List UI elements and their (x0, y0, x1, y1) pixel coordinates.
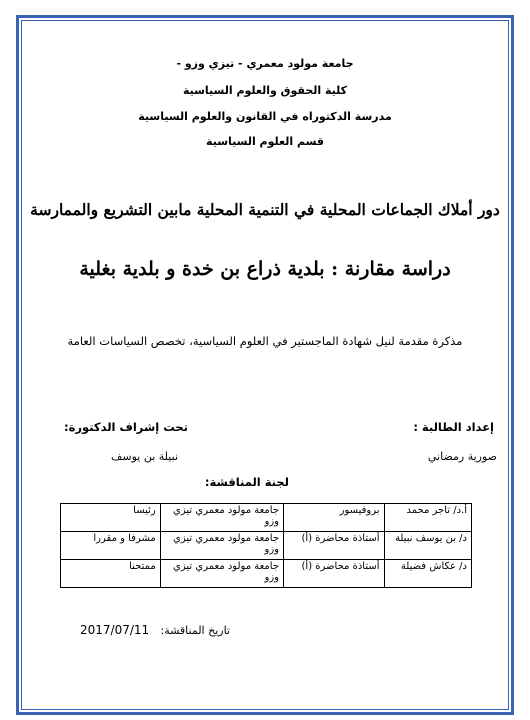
member-role: رئيسا (61, 504, 161, 532)
university-name: جامعة مولود معمري - تيزي وزو - (176, 57, 354, 70)
member-name: د/ عكاش فضيلة (384, 560, 472, 588)
thesis-title-line1: دور أملاك الجماعات المحلية في التنمية المحلية مابين التشريع والممارسة (30, 200, 500, 219)
member-rank: أستاذة محاضرة (أ) (284, 560, 385, 588)
member-university: جامعة مولود معمري تيزي وزو (160, 504, 283, 532)
member-role: ممتحنا (61, 560, 161, 588)
committee-title: لجنة المناقشة: (204, 475, 289, 489)
student-label: إعداد الطالبة : (413, 420, 494, 434)
table-row (61, 504, 472, 532)
member-university: جامعة مولود معمري تيزي وزو (160, 560, 283, 588)
member-rank: بروفيسور (284, 504, 385, 532)
member-rank: أستاذة محاضرة (أ) (284, 532, 385, 560)
member-university: جامعة مولود معمري تيزي وزو (160, 532, 283, 560)
table-row (61, 560, 472, 588)
institution-header (30, 40, 500, 149)
department-name: قسم العلوم السياسية (206, 135, 324, 148)
supervisor-label: تحت إشراف الدكتورة: (64, 420, 188, 434)
thesis-description: مذكرة مقدمة لنيل شهادة الماجستير في العلوم السياسية، تخصص السياسات العامة (67, 334, 463, 348)
member-name: د/ بن يوسف نبيلة (384, 532, 472, 560)
member-name: أ.د/ تاجر محمد (384, 504, 472, 532)
student-name: صورية رمضاني (427, 450, 497, 463)
school-name: مدرسة الدكتوراه في القانون والعلوم السياسية (138, 110, 392, 123)
faculty-name: كلية الحقوق والعلوم السياسية (182, 84, 348, 97)
table-row (61, 532, 472, 560)
member-role: مشرفا و مقررا (61, 532, 161, 560)
supervisor-name: نبيلة بن يوسف (110, 450, 178, 463)
defense-date: 2017/07/11 (80, 623, 150, 637)
thesis-title-line2: دراسة مقارنة : بلدية ذراع بن خدة و بلدية بغلية (79, 258, 451, 280)
committee-table (60, 503, 472, 588)
defense-date-label: تاريخ المناقشة: (160, 624, 230, 637)
